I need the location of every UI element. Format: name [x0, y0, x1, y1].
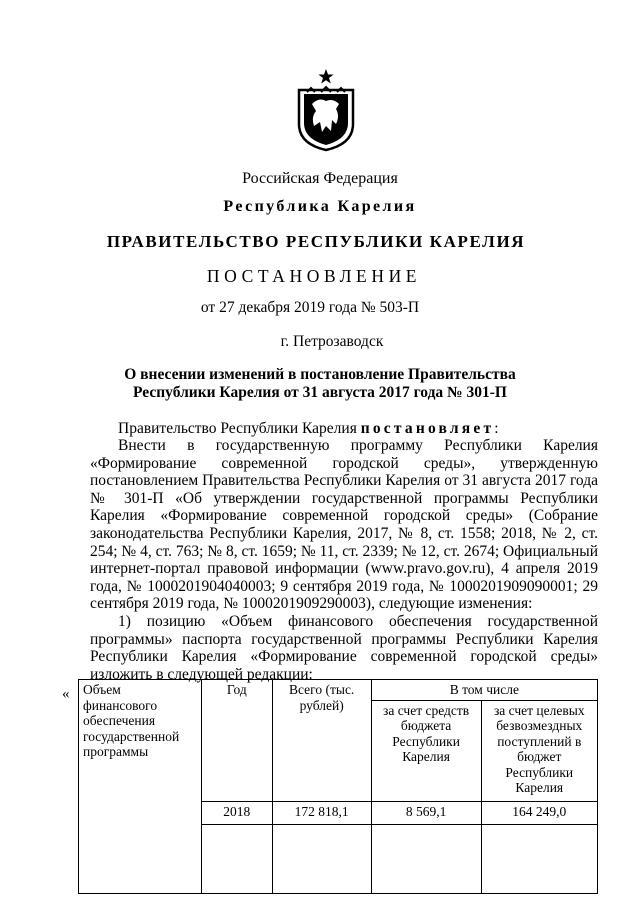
star-icon: [318, 69, 333, 84]
row-total: 172 818,1: [272, 801, 371, 824]
row-targeted: 164 249,0: [481, 801, 597, 824]
lead-prefix: Правительство Республики Карелия: [118, 420, 361, 437]
including-header: В том числе: [371, 680, 597, 701]
financing-table: [78, 679, 598, 894]
republic-heading: Республика Карелия: [223, 198, 417, 215]
main-paragraph-text: Внести в государственную программу Республики Карелия «Формирование современной городской среды», утвержденную постановлением Правительства Республики Карелия от 31 августа 2017 года № 301-П «Об утверждении государственной программы Республики Карелия «Формирование современной городской среды» (Собрание законодательства Республики Карелия, 2017, № 8, ст. 1558; 2018, № 2, ст. 254; № 4, ст. 763; № 8, ст. 1659; № 11, ст. 2339; № 12, ст. 2674; Официальный интернет-портал правовой информации (www.pravo.gov.ru), 4 апреля 2019 года, № 1000201904040003; 9 сентября 2019 года, № 1000201909090001; 29 сентября 2019 года, № 1000201909290003), следующие изменения:: [90, 437, 598, 613]
government-heading: ПРАВИТЕЛЬСТВО РЕСПУБЛИКИ КАРЕЛИЯ: [106, 232, 526, 251]
lead-spaced-verb: постановляет: [360, 420, 495, 437]
federation-heading: Российская Федерация: [242, 170, 398, 187]
year-header: Год: [201, 680, 272, 802]
financing-position-label: Объем финансового обеспечения государственной программы: [79, 680, 202, 894]
targeted-header: за счет целевых безвозмездных поступлений в бюджет Республики Карелия: [481, 700, 597, 801]
opening-quote: «: [62, 686, 70, 702]
karelia-coat-of-arms: [295, 68, 357, 152]
lead-suffix: :: [494, 420, 499, 437]
budget-header: за счет средств бюджета Республики Карелия: [371, 700, 481, 801]
document-date-number: от 27 декабря 2019 года № 503-П: [200, 299, 420, 316]
document-title-line-1: О внесении изменений в постановление Правительства: [124, 366, 516, 383]
main-paragraph: [90, 437, 598, 613]
row-year: 2018: [201, 801, 272, 824]
total-header: Всего (тыс. рублей): [272, 680, 371, 802]
document-type: ПОСТАНОВЛЕНИЕ: [206, 266, 422, 286]
city: г. Петрозаводск: [280, 333, 384, 350]
item-1-text: 1) позицию «Объем финансового обеспечения государственной программы» паспорта государственной программы Республики Карелия Республики Карелия «Формирование современной городской среды» изложить в следующей редакции:: [90, 613, 598, 683]
row-budget: 8 569,1: [371, 801, 481, 824]
lead-sentence: [90, 420, 626, 438]
item-1-paragraph: [90, 613, 598, 683]
document-title-line-2: Республики Карелия от 31 августа 2017 года № 301-П: [133, 384, 507, 401]
